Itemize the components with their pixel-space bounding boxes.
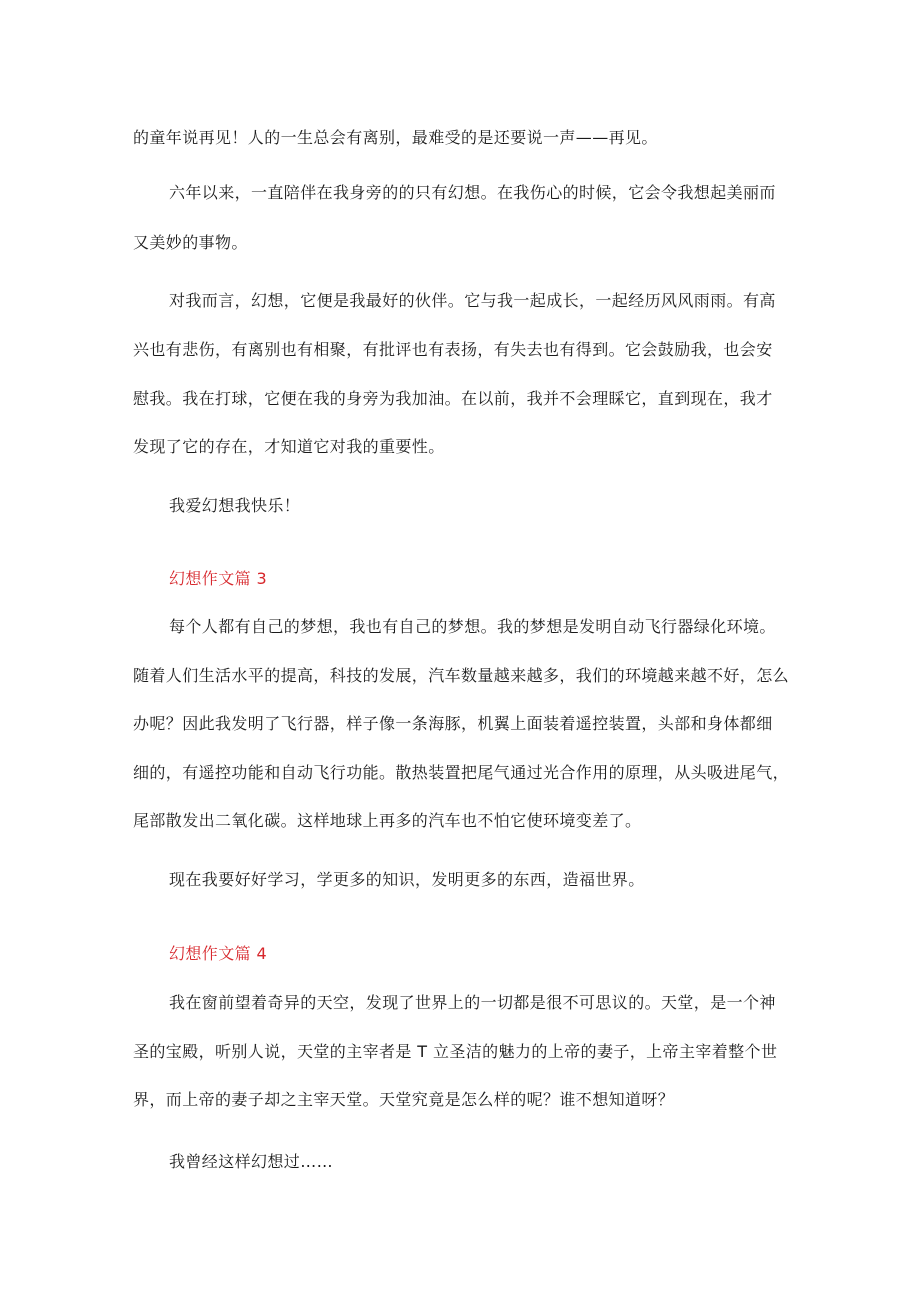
paragraph-line: 尾部散发出二氧化碳。这样地球上再多的汽车也不怕它使环境变差了。	[133, 811, 642, 830]
paragraph-line: 对我而言，幻想，它便是我最好的伙伴。它与我一起成长，一起经历风风雨雨。有高	[169, 291, 776, 310]
paragraph-line: 细的，有遥控功能和自动飞行功能。散热装置把尾气通过光合作用的原理，从头吸进尾气，	[133, 763, 790, 782]
paragraph-line: 慰我。我在打球，它便在我的身旁为我加油。在以前，我并不会理睬它，直到现在，我才	[133, 389, 773, 408]
paragraph-line: 六年以来，一直陪伴在我身旁的的只有幻想。在我伤心的时候，它会令我想起美丽而	[169, 183, 776, 202]
paragraph-line: 我爱幻想我快乐！	[169, 496, 301, 515]
paragraph-line: 的童年说再见！人的一生总会有离别，最难受的是还要说一声——再见。	[133, 128, 658, 147]
paragraph-line: 每个人都有自己的梦想，我也有自己的梦想。我的梦想是发明自动飞行器绿化环境。	[169, 617, 776, 636]
section-heading: 幻想作文篇 4	[169, 944, 268, 963]
paragraph-line: 我曾经这样幻想过……	[169, 1152, 334, 1171]
paragraph-line: 发现了它的存在，才知道它对我的重要性。	[133, 437, 445, 456]
paragraph-line: 我在窗前望着奇异的天空，发现了世界上的一切都是很不可思议的。天堂，是一个神	[169, 993, 776, 1012]
paragraph-line: 兴也有悲伤，有离别也有相聚，有批评也有表扬，有失去也有得到。它会鼓励我，也会安	[133, 340, 773, 359]
paragraph-line: 界，而上帝的妻子却之主宰天堂。天堂究竟是怎么样的呢？谁不想知道呀？	[133, 1090, 675, 1109]
section-heading: 幻想作文篇 3	[169, 569, 268, 588]
paragraph-line: 办呢？因此我发明了飞行器，样子像一条海豚，机翼上面装着遥控装置，头部和身体都细	[133, 714, 773, 733]
paragraph-line: 圣的宝殿，听别人说，天堂的主宰者是 T 立圣洁的魅力的上帝的妻子，上帝主宰着整个世	[133, 1042, 778, 1061]
paragraph-line: 又美妙的事物。	[133, 233, 248, 252]
paragraph-line: 现在我要好好学习，学更多的知识，发明更多的东西，造福世界。	[169, 870, 645, 889]
paragraph-line: 随着人们生活水平的提高，科技的发展，汽车数量越来越多，我们的环境越来越不好，怎么	[133, 666, 790, 685]
